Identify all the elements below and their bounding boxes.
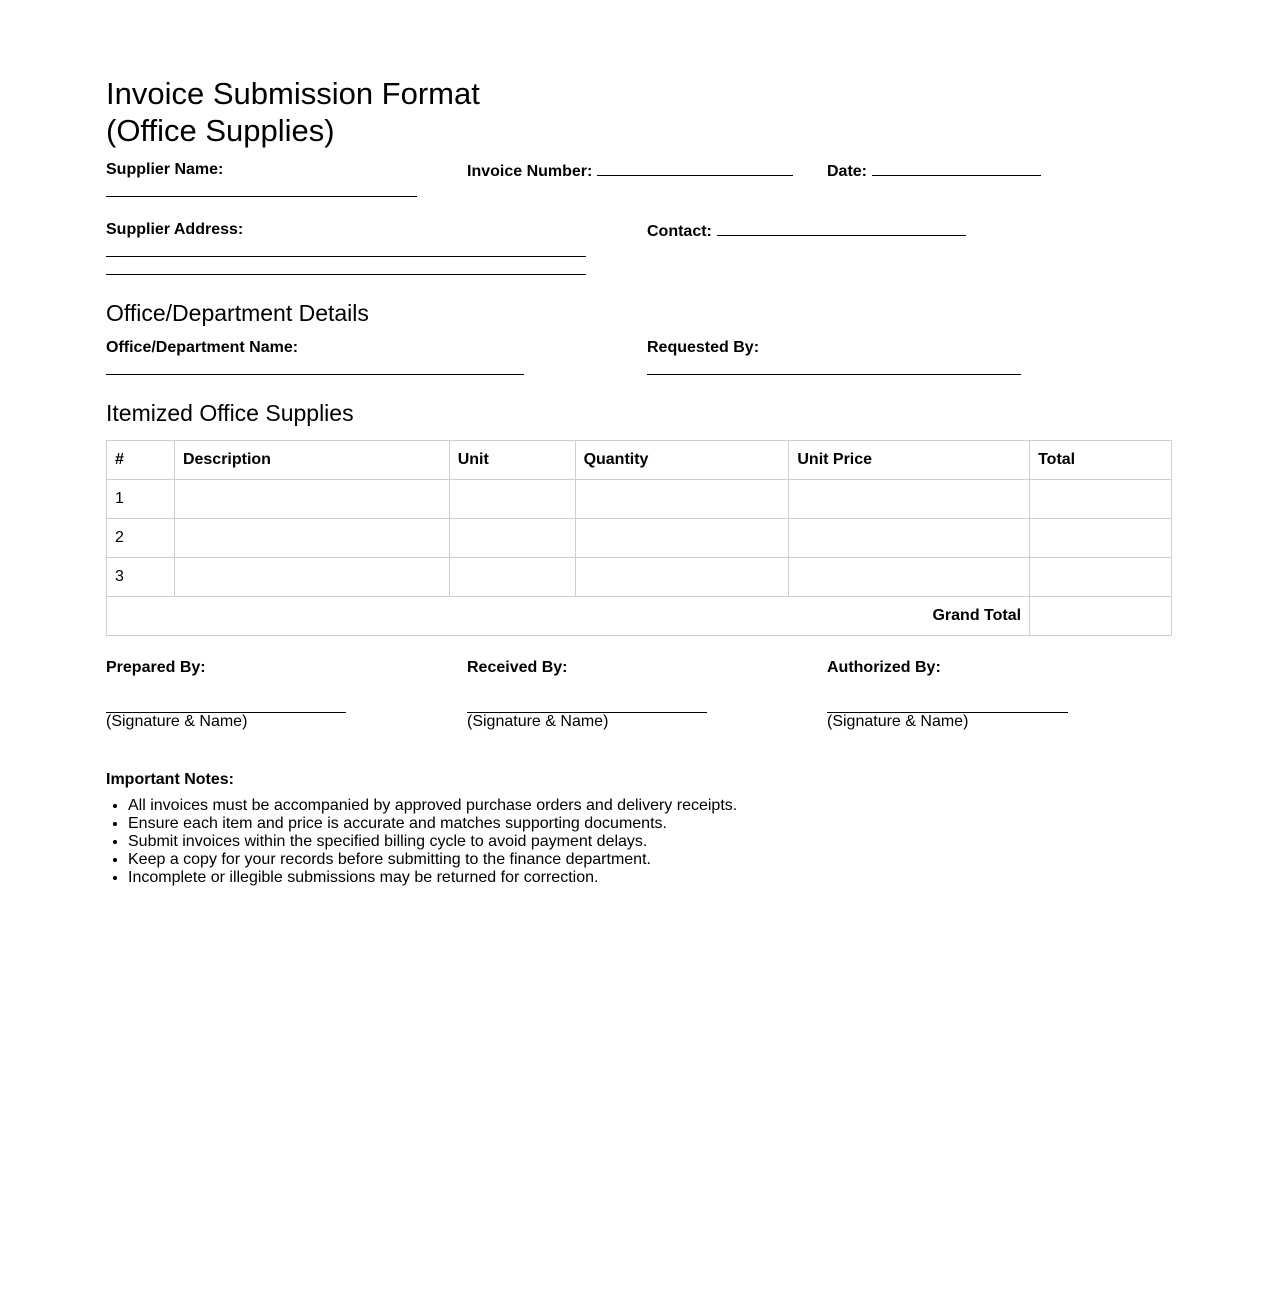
row-number: 1 bbox=[107, 480, 175, 519]
supplier-name-label: Supplier Name: bbox=[106, 161, 224, 178]
invoice-number-group bbox=[467, 161, 793, 181]
requested-by-label: Requested By: bbox=[647, 339, 760, 356]
office-department-heading: Office/Department Details bbox=[106, 300, 369, 326]
column-header-unit-price: Unit Price bbox=[789, 441, 1030, 480]
total-cell[interactable] bbox=[1030, 480, 1172, 519]
unit-price-cell[interactable] bbox=[789, 558, 1030, 597]
total-cell[interactable] bbox=[1030, 558, 1172, 597]
column-header-unit: Unit bbox=[449, 441, 575, 480]
date-group bbox=[827, 161, 1041, 181]
contact-group bbox=[647, 221, 966, 241]
unit-cell[interactable] bbox=[449, 558, 575, 597]
supplier-address-label: Supplier Address: bbox=[106, 221, 244, 238]
itemized-supplies-heading: Itemized Office Supplies bbox=[106, 400, 354, 426]
contact-field[interactable] bbox=[717, 221, 966, 236]
date-field[interactable] bbox=[872, 161, 1041, 176]
quantity-cell[interactable] bbox=[575, 558, 789, 597]
unit-cell[interactable] bbox=[449, 519, 575, 558]
list-item: • Incomplete or illegible submissions may be returned for correction. bbox=[128, 869, 737, 887]
column-header-quantity: Quantity bbox=[575, 441, 789, 480]
page-title-line2: (Office Supplies) bbox=[106, 113, 335, 148]
description-cell[interactable] bbox=[174, 558, 449, 597]
column-header-number: # bbox=[107, 441, 175, 480]
contact-label: Contact: bbox=[647, 223, 712, 240]
page-title-line1: Invoice Submission Format bbox=[106, 76, 480, 111]
quantity-cell[interactable] bbox=[575, 519, 789, 558]
prepared-by-label: Prepared By: bbox=[106, 659, 206, 676]
authorized-by-label: Authorized By: bbox=[827, 659, 941, 676]
date-label: Date: bbox=[827, 163, 868, 180]
items-table bbox=[106, 440, 1172, 636]
column-header-description: Description bbox=[174, 441, 449, 480]
office-department-name-label: Office/Department Name: bbox=[106, 339, 299, 356]
supplier-name-field[interactable] bbox=[106, 196, 417, 197]
quantity-cell[interactable] bbox=[575, 480, 789, 519]
table-header-row bbox=[107, 441, 1172, 480]
invoice-number-field[interactable] bbox=[597, 161, 793, 176]
office-department-name-field[interactable] bbox=[106, 374, 524, 375]
unit-price-cell[interactable] bbox=[789, 519, 1030, 558]
column-header-total: Total bbox=[1030, 441, 1172, 480]
received-by-caption: (Signature & Name) bbox=[467, 713, 609, 730]
grand-total-row bbox=[107, 597, 1172, 636]
table-row bbox=[107, 480, 1172, 519]
total-cell[interactable] bbox=[1030, 519, 1172, 558]
supplier-address-field-line1[interactable] bbox=[106, 256, 586, 257]
invoice-number-label: Invoice Number: bbox=[467, 163, 593, 180]
page-title bbox=[106, 75, 480, 149]
description-cell[interactable] bbox=[174, 480, 449, 519]
requested-by-field[interactable] bbox=[647, 374, 1021, 375]
list-item: • All invoices must be accompanied by approved purchase orders and delivery receipts. bbox=[128, 797, 737, 815]
unit-cell[interactable] bbox=[449, 480, 575, 519]
grand-total-cell[interactable] bbox=[1030, 597, 1172, 636]
prepared-by-caption: (Signature & Name) bbox=[106, 713, 248, 730]
list-item: • Ensure each item and price is accurate and matches supporting documents. bbox=[128, 815, 737, 833]
grand-total-label: Grand Total bbox=[107, 597, 1030, 636]
authorized-by-caption: (Signature & Name) bbox=[827, 713, 969, 730]
received-by-label: Received By: bbox=[467, 659, 568, 676]
supplier-address-field-line2[interactable] bbox=[106, 274, 586, 275]
unit-price-cell[interactable] bbox=[789, 480, 1030, 519]
table-row bbox=[107, 558, 1172, 597]
row-number: 3 bbox=[107, 558, 175, 597]
important-notes-list bbox=[106, 797, 737, 887]
list-item: • Keep a copy for your records before submitting to the finance department. bbox=[128, 851, 737, 869]
description-cell[interactable] bbox=[174, 519, 449, 558]
table-row bbox=[107, 519, 1172, 558]
list-item: • Submit invoices within the specified billing cycle to avoid payment delays. bbox=[128, 833, 737, 851]
important-notes-heading: Important Notes: bbox=[106, 771, 234, 788]
row-number: 2 bbox=[107, 519, 175, 558]
